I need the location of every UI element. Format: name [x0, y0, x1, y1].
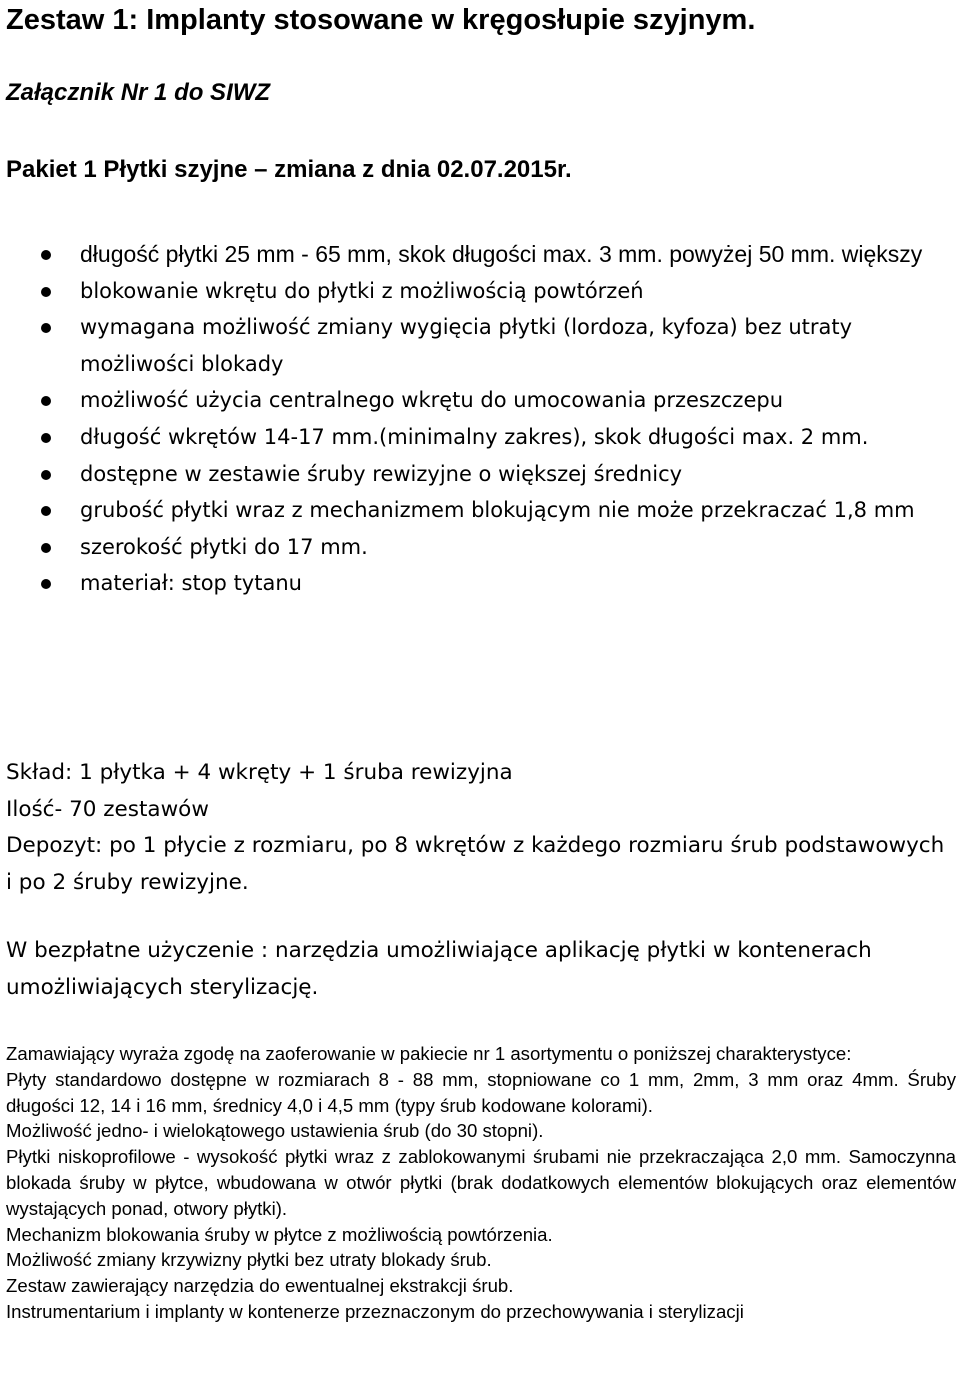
list-item-text: blokowanie wkrętu do płytki z możliwością powtórzeń: [80, 278, 644, 303]
list-item-text: szerokość płytki do 17 mm.: [80, 534, 368, 559]
bullet-icon: [41, 396, 51, 406]
bullet-icon: [41, 250, 51, 260]
note-paragraph: Instrumentarium i implanty w kontenerze przeznaczonym do przechowywania i sterylizacji: [6, 1300, 744, 1322]
list-item: [6, 273, 946, 310]
list-item: [6, 565, 946, 602]
list-item-text: długość płytki 25 mm - 65 mm, skok długości max. 3 mm. powyżej 50 mm. większy: [80, 241, 923, 267]
bullet-icon: [41, 506, 51, 516]
bullet-icon: [41, 579, 51, 589]
bullet-icon: [41, 433, 51, 443]
list-item-text: materiał: stop tytanu: [80, 571, 302, 596]
note-paragraph: Zamawiający wyraża zgodę na zaoferowanie w pakiecie nr 1 asortymentu o poniższej charakterystyce:: [6, 1043, 852, 1064]
list-item-text: dostępne w zestawie śruby rewizyjne o większej średnicy: [80, 461, 683, 486]
list-item: [6, 382, 946, 419]
set-composition: [6, 755, 946, 901]
note-paragraph: Mechanizm blokowania śruby w płytce z możliwością powtórzenia.: [6, 1223, 553, 1245]
list-item-text: długość wkrętów 14-17 mm.(minimalny zakres), skok długości max. 2 mm.: [80, 424, 869, 449]
list-item: [6, 309, 946, 382]
specification-list: [6, 236, 946, 602]
bullet-icon: [41, 470, 51, 480]
ordering-party-notes: [6, 1041, 956, 1325]
package-heading: Pakiet 1 Płytki szyjne – zmiana z dnia 02.07.2015r.: [6, 156, 572, 183]
bullet-icon: [41, 287, 51, 297]
list-item: [6, 419, 946, 456]
list-item: [6, 492, 946, 529]
composition-quantity: Ilość- 70 zestawów: [6, 796, 209, 822]
document-title: Zestaw 1: Implanty stosowane w kręgosłupie szyjnym.: [6, 4, 756, 36]
bullet-icon: [41, 323, 51, 333]
list-item: [6, 529, 946, 566]
note-paragraph: Możliwość zmiany krzywizny płytki bez utraty blokady śrub.: [6, 1249, 492, 1271]
composition-contents: Skład: 1 płytka + 4 wkręty + 1 śruba rewizyjna: [6, 760, 513, 785]
list-item-text: możliwość użycia centralnego wkrętu do umocowania przeszczepu: [80, 388, 783, 413]
list-item: [6, 456, 946, 493]
note-paragraph: Możliwość jedno- i wielokątowego ustawienia śrub (do 30 stopni).: [6, 1120, 544, 1142]
note-paragraph: Zestaw zawierający narzędzia do ewentualnej ekstrakcji śrub.: [6, 1275, 514, 1297]
free-loan-paragraph: W bezpłatne użyczenie : narzędzia umożliwiające aplikację płytki w kontenerach umożliwiających sterylizację.: [6, 938, 872, 1000]
bullet-icon: [41, 543, 51, 553]
note-paragraph: Płytki niskoprofilowe - wysokość płytki wraz z zablokowanymi śrubami nie przekraczająca 2,0 mm. Samoczynna blokada śruby w płytce, wbudowana w otwór płytki (brak dodatkowych elementów blokujących oraz elementów wystających ponad, otwory płytki).: [6, 1146, 956, 1219]
list-item-text: wymagana możliwość zmiany wygięcia płytki (lordoza, kyfoza) bez utraty możliwości blokady: [80, 315, 853, 376]
list-item: [6, 236, 946, 273]
composition-deposit: Depozyt: po 1 płycie z rozmiaru, po 8 wkrętów z każdego rozmiaru śrub podstawowych i po 2 śruby rewizyjne.: [6, 833, 945, 895]
list-item-text: grubość płytki wraz z mechanizmem blokującym nie może przekraczać 1,8 mm: [80, 498, 915, 523]
annex-label: Załącznik Nr 1 do SIWZ: [6, 79, 271, 106]
note-paragraph: Płyty standardowo dostępne w rozmiarach 8 - 88 mm, stopniowane co 1 mm, 2mm, 3 mm oraz 4mm. Śruby długości 12, 14 i 16 mm, średnicy 4,0 i 4,5 mm (typy śrub kodowane kolorami).: [6, 1068, 956, 1116]
